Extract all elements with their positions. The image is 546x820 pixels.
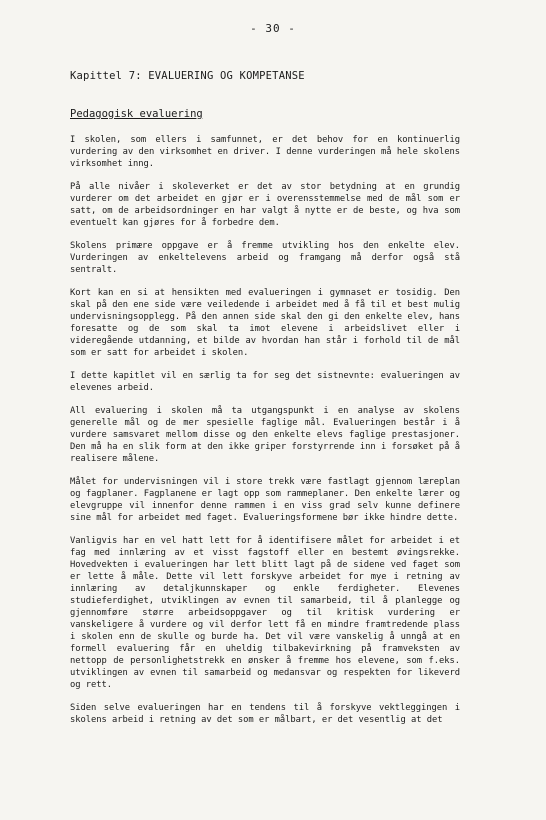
chapter-title: Kapittel 7: EVALUERING OG KOMPETANSE — [70, 70, 305, 82]
paragraph: All evaluering i skolen må ta utgangspunkt i en analyse av skolens generelle mål og de mer spesielle faglige mål. Evalueringen består i å vurdere samsvaret mellom disse og den enkelte elevs faglige prestasjoner. Den må ha en slik form at den ikke griper forstyrrende inn i forsøket på å realisere målene. — [70, 406, 460, 464]
page-number: - 30 - — [250, 22, 296, 35]
paragraph: Vanligvis har en vel hatt lett for å identifisere målet for arbeidet i et fag med innlæring av et visst fagstoff eller en bestemt øvingsrekke. Hovedvekten i evalueringen har lett blitt lagt på de sidene ved faget som er lette å måle. Dette vil lett forskyve arbeidet for mye i retning av innlæring av detaljkunnskaper og enkle ferdigheter. Elevenes studieferdighet, utviklingen av evnen til samarbeid, til å planlegge og gjennomføre større arbeidsoppgaver og til kritisk vurdering er vanskeligere å vurdere og vil derfor lett få en mindre framtredende plass i skolen enn de skulle og burde ha. Det vil være vanskelig å unngå at en formell evaluering får en uheldig tilbakevirkning på framveksten av nettopp de personlighetstrekk en ønsker å fremme hos elevene, som f.eks. utviklingen av evnen til samarbeid og medansvar og respekten for likeverd og rett. — [70, 536, 460, 690]
section-heading: Pedagogisk evaluering — [70, 108, 203, 120]
page-body — [70, 108, 460, 737]
paragraph: Målet for undervisningen vil i store trekk være fastlagt gjennom læreplan og fagplaner. Fagplanene er lagt opp som rammeplaner. Den enkelte lærer og elevgruppe vil innenfor denne rammen i en viss grad selv kunne definere sine mål for arbeidet med faget. Evalueringsformene bør ikke hindre dette. — [70, 477, 460, 523]
paragraph: Skolens primære oppgave er å fremme utvikling hos den enkelte elev. Vurderingen av enkeltelevens arbeid og framgang må derfor også stå sentralt. — [70, 241, 460, 275]
paragraph: I dette kapitlet vil en særlig ta for seg det sistnevnte: evalueringen av elevenes arbeid. — [70, 371, 460, 393]
paragraph: Siden selve evalueringen har en tendens til å forskyve vektleggingen i skolens arbeid i retning av det som er målbart, er det vesentlig at det — [70, 703, 460, 725]
paragraph: Kort kan en si at hensikten med evalueringen i gymnaset er tosidig. Den skal på den ene side være veiledende i arbeidet med å få til et best mulig undervisningsopplegg. På den annen side skal den gi den enkelte elev, hans foresatte og de som skal ta imot elevene i arbeidslivet eller i videregående utdanning, et bilde av hvordan han står i forhold til de mål som er satt for arbeidet i skolen. — [70, 288, 460, 358]
paragraph: På alle nivåer i skoleverket er det av stor betydning at en grundig vurderer om det arbeidet en gjør er i overensstemmelse med de mål som er satt, om de arbeidsordninger en har valgt å nytte er de beste, og hva som eventuelt kan gjøres for å forbedre dem. — [70, 182, 460, 228]
paragraph: I skolen, som ellers i samfunnet, er det behov for en kontinuerlig vurdering av den virksomhet en driver. I denne vurderingen må hele skolens virksomhet inng. — [70, 135, 460, 169]
